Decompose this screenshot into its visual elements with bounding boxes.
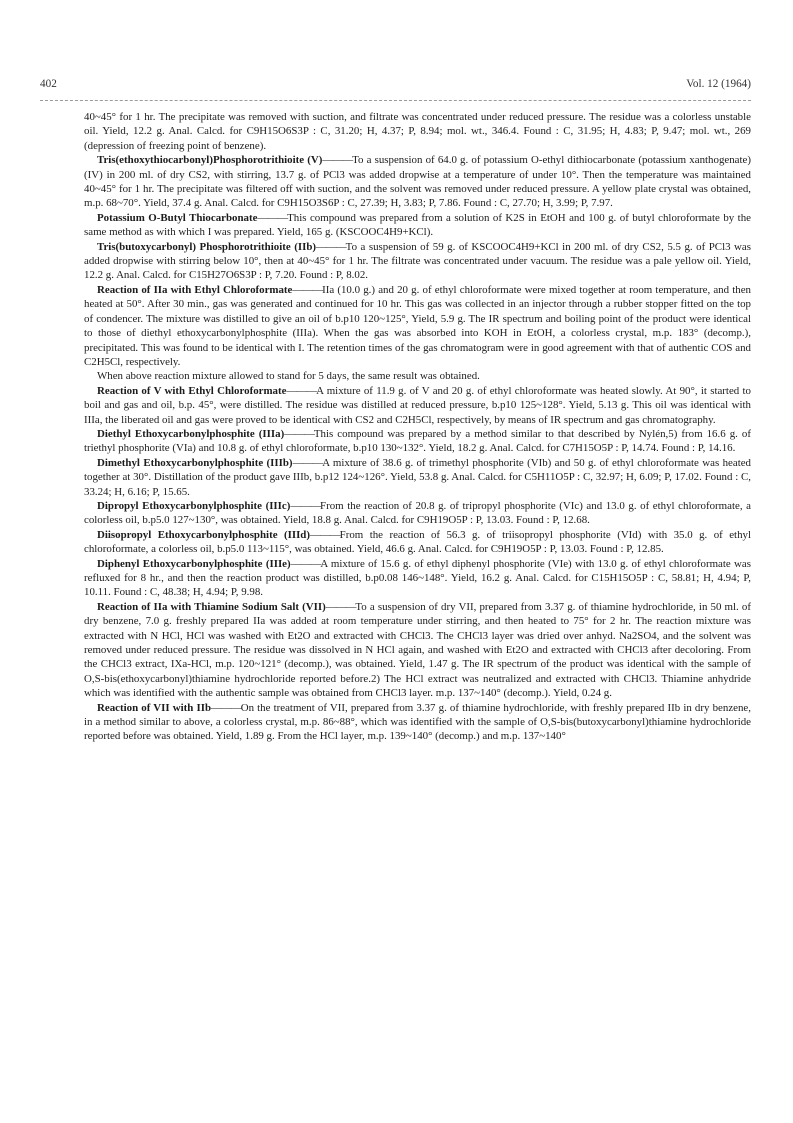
em-dash: ——— (322, 154, 353, 167)
paragraph (84, 600, 751, 701)
em-dash: ——— (316, 240, 346, 253)
paragraph-text: This compound was prepared by a method similar to that described by Nylén,5) from 16.6 g. of triethyl phosphorite (VIa) and 10.8 g. of ethyl chloroformate, b.p10 130~132°. Yield, 18.2 g. Anal. Calcd. for C7H15O5P : P, 14.74. Found : P, 14.16. (84, 427, 751, 455)
section-heading: Potassium O-Butyl Thiocarbonate (97, 211, 258, 224)
paragraph-text: On the treatment of VII, prepared from 3.37 g. of thiamine hydrochloride, with freshly prepared IIb in dry benzene, in a method similar to above, a colorless crystal, m.p. 86~88°, which was identified with the sample of O,S-bis(butoxycarbonyl)thiamine hydrochloride reported before was obtained. Yield, 1.89 g. From the HCl layer, m.p. 139~140° (decomp.) and m.p. 137~140° (84, 701, 751, 743)
section-heading: Dipropyl Ethoxycarbonylphosphite (IIIc) (97, 499, 291, 512)
paragraph-text: To a suspension of dry VII, prepared from 3.37 g. of thiamine hydrochloride, in 50 ml. of dry benzene, 7.0 g. freshly prepared IIa was added at room temperature under stirring, and then heated to 75° for 2 hr. The reaction mixture was extracted with N HCl, HCl was washed with Et2O and extracted with CHCl3. The CHCl3 layer was dried over anhyd. Na2SO4, and the solvent was removed under reduced pressure. The residue was dissolved in N HCl again, and washed with Et2O and extracted with CHCl3 after decoloring. From the CHCl3 extract, IXa-HCl, m.p. 120~121° (decomp.), was obtained. Yield, 1.47 g. The IR spectrum of the product was identical with the sample of O,S-bis(ethoxycarbonyl)thiamine hydrochloride reported before.2) The HCl extract was neutralized and extracted with CHCl3. Thiamine anhydride which was identified with the authentic sample was obtained from CHCl3 layer. m.p. 137~140° (decomp.). Yield, 0.24 g. (84, 600, 751, 700)
paragraph-text: IIa (10.0 g.) and 20 g. of ethyl chloroformate were mixed together at room temperature, and then heated at 50°. After 30 min., gas was generated and continued for 10 hr. This gas was collected in an injector through a rubber stopper fitted on the top of condencer. The mixture was distilled to give an oil of b.p10 120~125°, Yield, 5.9 g. The IR spectrum and boiling point of the product were identical to those of diethyl ethoxycarbonylphosphite (IIIa). When the gas was absorbed into KOH in EtOH, a colorless crystal, m.p. 183° (decomp.), precipitated. This was found to be identical with I. The retention times of the gas chromatogram were in good agreement with that of authentic COS and C2H5Cl, respectively. (84, 283, 752, 368)
paragraph-text: A mixture of 38.6 g. of trimethyl phosphorite (VIb) and 50 g. of ethyl chloroformate was heated together at 30°. Distillation of the product gave IIIb, b.p12 124~126°. Yield, 53.8 g. Anal. Calcd. for C5H11O5P : C, 32.97; H, 6.09; P, 17.02. Found : C, 33.24; H, 6.16; P, 15.65. (84, 456, 751, 498)
paragraph (84, 369, 751, 383)
paragraph-text: This compound was prepared from a solution of K2S in EtOH and 100 g. of butyl chloroformate by the same method as with which I was prepared. Yield, 165 g. (KSCOOC4H9+KCl). (84, 211, 751, 239)
journal-volume: Vol. 12 (1964) (686, 78, 751, 90)
paragraph-text: A mixture of 15.6 g. of ethyl diphenyl phosphorite (VIe) with 13.0 g. of ethyl chloroformate was refluxed for 8 hr., and then the reaction product was distilled, b.p0.08 146~148°. Yield, 16.2 g. Anal. Calcd. for C15H15O5P : C, 58.81; H, 4.94; P, 10.11. Found : C, 48.38; H, 4.94; P, 9.98. (84, 557, 751, 599)
paragraph (84, 240, 751, 283)
section-heading: Tris(butoxycarbonyl) Phosphorotrithioite (IIb) (97, 240, 316, 253)
paragraph-text: To a suspension of 59 g. of KSCOOC4H9+KCl in 200 ml. of dry CS2, 5.5 g. of PCl3 was added dropwise with stirring below 10°, then at 40~45° for 1 hr. The filtrate was concentrated under vacuum. The residue was a pale yellow oil. Yield, 12.2 g. Anal. Calcd. for C15H27O6S3P : P, 7.20. Found : P, 8.02. (84, 240, 751, 282)
em-dash: ——— (211, 701, 241, 714)
paragraph (84, 153, 751, 211)
em-dash: ——— (284, 427, 314, 440)
header-rule (40, 100, 751, 101)
paragraph-text: From the reaction of 20.8 g. of tripropyl phosphorite (VIc) and 13.0 g. of ethyl chloroformate, a colorless oil, b.p5.0 127~130°, was obtained. Yield, 18.8 g. Anal. Calcd. for C9H19O5P : P, 13.03. Found : P, 12.68. (84, 499, 751, 527)
section-heading: Reaction of VII with IIb (97, 701, 212, 714)
section-heading: Reaction of IIa with Thiamine Sodium Salt (VII) (97, 600, 326, 613)
paragraph (84, 110, 751, 153)
section-heading: Diethyl Ethoxycarbonylphosphite (IIIa) (97, 427, 285, 440)
em-dash: ——— (310, 528, 340, 541)
section-heading: Reaction of IIa with Ethyl Chloroformate (97, 283, 293, 296)
body-text (84, 110, 751, 744)
paragraph (84, 528, 751, 557)
paragraph-text: When above reaction mixture allowed to stand for 5 days, the same result was obtained. (97, 370, 480, 383)
paragraph (84, 456, 751, 499)
em-dash: ——— (286, 384, 317, 397)
paragraph (84, 427, 751, 456)
page-number: 402 (40, 78, 57, 90)
em-dash: ——— (292, 283, 323, 296)
paragraph-text: To a suspension of 64.0 g. of potassium O-ethyl dithiocarbonate (potassium xanthogenate) (IV) in 200 ml. of dry CS2, with stirring, 13.7 g. of PCl3 was added dropwise at a temperature of under 10°. Then the temperature was maintained 40~45° for 1 hr. The precipitate was filtered off with suction, and the solvent was removed under reduced pressure. A yellow plate crystal was obtained, m.p. 68~70°. Yield, 37.4 g. Anal. Calcd. for C9H15O3S6P : C, 27.39; H, 3.83; P, 7.86. Found : C, 27.70; H, 3.99; P, 7.97. (84, 154, 751, 210)
paragraph-text: A mixture of 11.9 g. of V and 20 g. of ethyl chloroformate was heated slowly. At 90°, it started to boil and gas and oil, b.p. 45°, were distilled. The residue was distilled at reduced pressure, b.p10 125~128°. Yield, 5.13 g. This oil was identical with IIIa, the liberated oil and gas were proved to be identical with CS2 and C2H5Cl, respectively, by means of IR spectrum and gas chromatography. (84, 384, 751, 426)
em-dash: ——— (292, 456, 323, 469)
paragraph (84, 384, 751, 427)
em-dash: ——— (290, 557, 321, 570)
paragraph (84, 701, 751, 744)
paragraph-text: From the reaction of 56.3 g. of triisopropyl phosphorite (VId) with 35.0 g. of ethyl chloroformate, a colorless oil, b.p5.0 113~115°, was obtained. Yield, 46.6 g. Anal. Calcd. for C9H19O5P : P, 13.03. Found : P, 12.85. (84, 528, 751, 556)
em-dash: ——— (257, 211, 288, 224)
section-heading: Dimethyl Ethoxycarbonylphosphite (IIIb) (97, 456, 293, 469)
paragraph (84, 557, 751, 600)
paragraph (84, 499, 751, 528)
section-heading: Reaction of V with Ethyl Chloroformate (97, 384, 287, 397)
section-heading: Diphenyl Ethoxycarbonylphosphite (IIIe) (97, 557, 291, 570)
em-dash: ——— (290, 499, 321, 512)
paragraph-text: 40~45° for 1 hr. The precipitate was removed with suction, and filtrate was concentrated under reduced pressure. The residue was a colorless unstable oil. Yield, 12.2 g. Anal. Calcd. for C9H15O6S3P : C, 31.20; H, 4.37; P, 8.94; mol. wt., 346.4. Found : C, 31.95; H, 4.83; P, 9.47; mol. wt., 269 (depression of freezing point of benzene). (84, 111, 751, 152)
section-heading: Tris(ethoxythiocarbonyl)Phosphorotrithioite (V) (97, 154, 323, 167)
paragraph (84, 211, 751, 240)
section-heading: Diisopropyl Ethoxycarbonylphosphite (IIId) (97, 528, 310, 541)
em-dash: ——— (325, 600, 356, 613)
paragraph (84, 283, 751, 369)
